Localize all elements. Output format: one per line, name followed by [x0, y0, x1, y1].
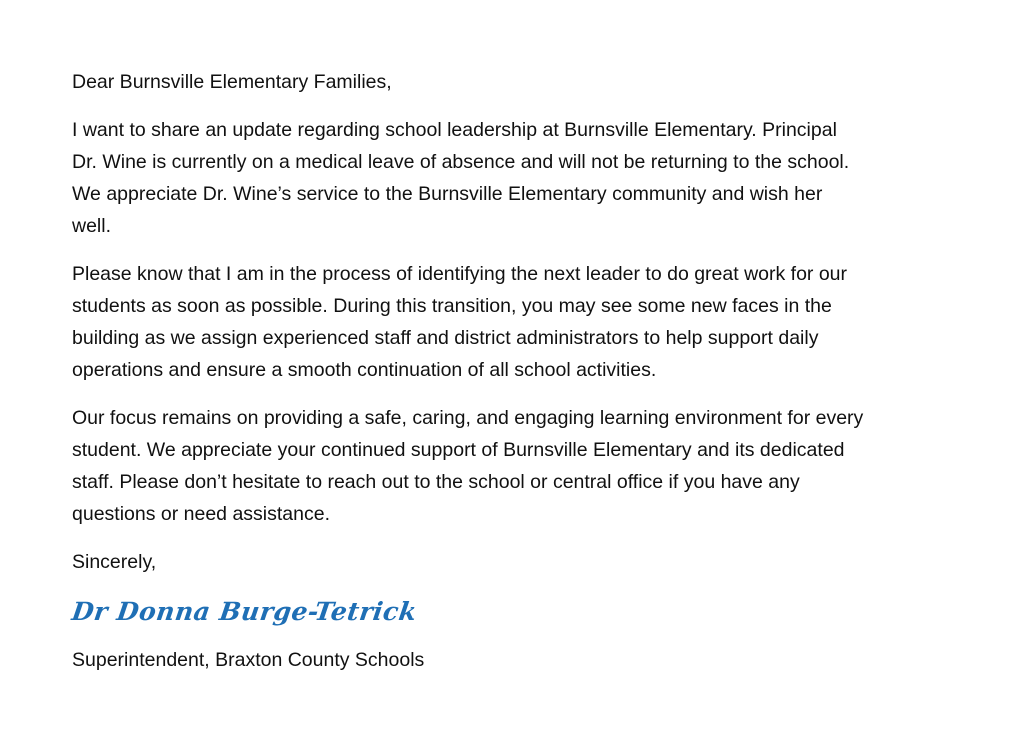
- paragraph-2: [72, 258, 972, 386]
- text-line: questions or need assistance.: [72, 503, 330, 525]
- text-line: building as we assign experienced staff and district administrators to help support daily: [72, 327, 819, 349]
- closing: Sincerely,: [72, 551, 157, 573]
- text-line: well.: [72, 215, 112, 237]
- signer-title: Superintendent, Braxton County Schools: [72, 649, 425, 671]
- text-line: operations and ensure a smooth continuation of all school activities.: [72, 359, 657, 381]
- text-line: Our focus remains on providing a safe, caring, and engaging learning environment for every: [72, 407, 864, 429]
- text-line: students as soon as possible. During this transition, you may see some new faces in the: [72, 295, 832, 317]
- letter: [72, 66, 972, 692]
- signature: Dr Donna Burge-Tetrick: [70, 597, 419, 626]
- text-line: Please know that I am in the process of identifying the next leader to do great work for our: [72, 263, 848, 285]
- text-line: I want to share an update regarding school leadership at Burnsville Elementary. Principal: [72, 119, 837, 141]
- text-line: Dr. Wine is currently on a medical leave of absence and will not be returning to the school.: [72, 151, 850, 173]
- text-line: student. We appreciate your continued support of Burnsville Elementary and its dedicated: [72, 439, 845, 461]
- paragraph-3: [72, 402, 972, 530]
- greeting: Dear Burnsville Elementary Families,: [72, 71, 392, 93]
- paragraph-1: [72, 114, 972, 242]
- text-line: staff. Please don’t hesitate to reach out to the school or central office if you have any: [72, 471, 800, 493]
- text-line: We appreciate Dr. Wine’s service to the Burnsville Elementary community and wish her: [72, 183, 823, 205]
